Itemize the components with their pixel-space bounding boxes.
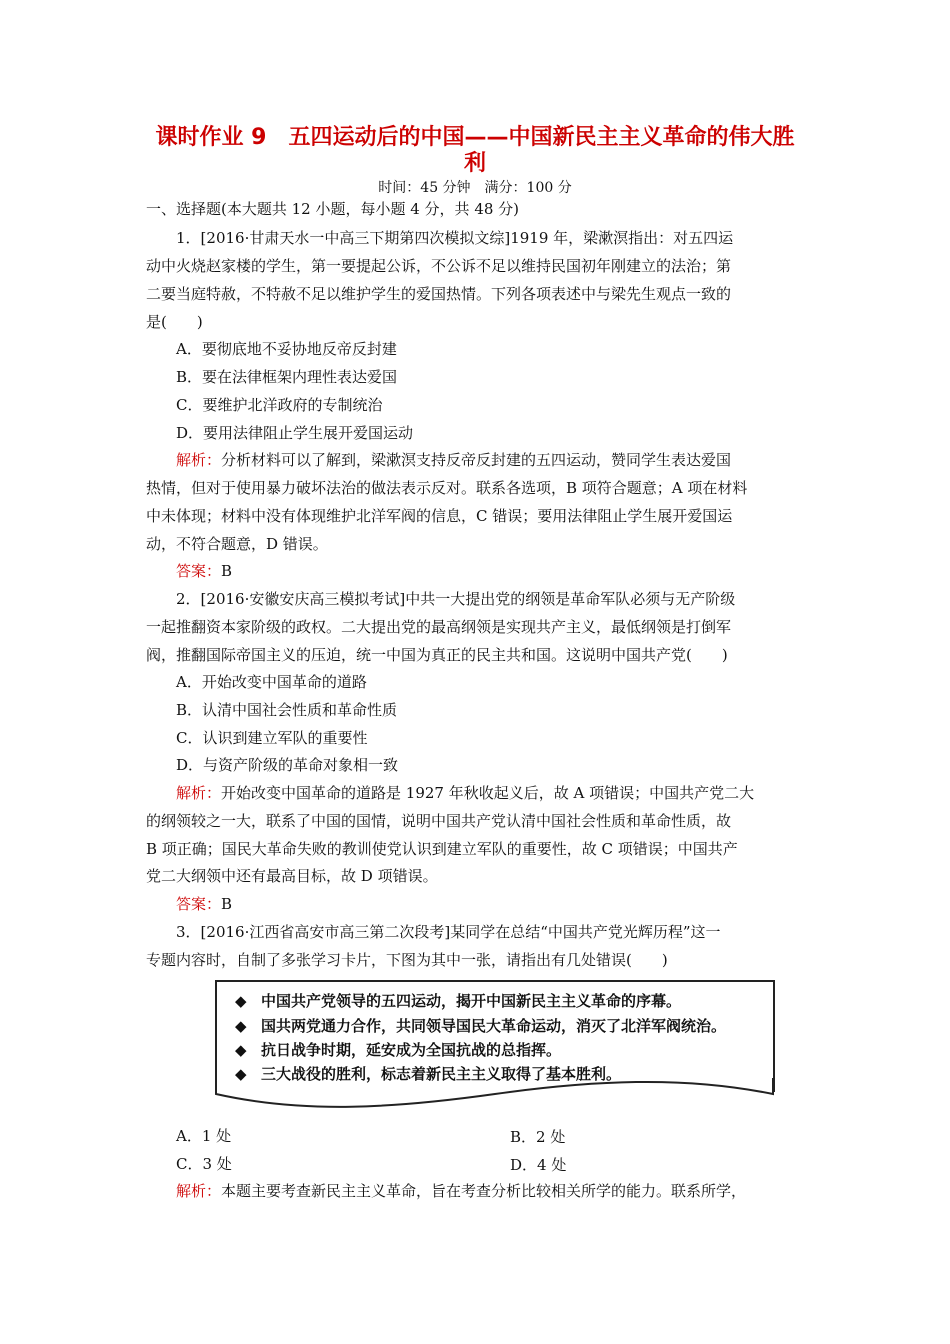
analysis-label: 解析： xyxy=(176,451,222,469)
bullet-icon: ◆ xyxy=(235,1017,247,1035)
q1-line-3: 二要当庭特赦，不特赦不足以维护学生的爱国热情。下列各项表述中与梁先生观点一致的 xyxy=(146,285,732,303)
q1-option-c: C．要维护北洋政府的专制统治 xyxy=(176,396,383,414)
q2-option-b: B．认清中国社会性质和革命性质 xyxy=(176,701,398,719)
card-item-2 xyxy=(235,1015,726,1036)
q3-option-a: A．1 处 xyxy=(176,1127,232,1145)
q3-line-2: 专题内容时，自制了多张学习卡片，下图为其中一张，请指出有几处错误( ) xyxy=(146,951,668,969)
bullet-icon: ◆ xyxy=(235,992,247,1010)
q1-analysis-line-4: 动，不符合题意，D 错误。 xyxy=(146,535,328,553)
card-item-3 xyxy=(235,1039,561,1060)
q2-line-3: 阀，推翻国际帝国主义的压迫，统一中国为真正的民主共和国。这说明中国共产党( ) xyxy=(146,646,728,664)
q1-line-1: 1．[2016·甘肃天水一中高三下期第四次模拟文综]1919 年，梁漱溟指出：对五四运 xyxy=(176,229,734,247)
answer-value: B xyxy=(221,562,233,580)
q1-analysis-line-3: 中未体现；材料中没有体现维护北洋军阀的信息，C 错误；要用法律阻止学生展开爱国运 xyxy=(146,507,733,525)
analysis-text: 本题主要考查新民主主义革命，旨在考查分析比较相关所学的能力。联系所学， xyxy=(221,1182,747,1200)
card-item-text: 抗日战争时期，延安成为全国抗战的总指挥。 xyxy=(261,1041,562,1059)
card-wavy-edge xyxy=(215,1078,775,1112)
time-score-info: 时间：45 分钟 满分：100 分 xyxy=(378,180,572,196)
q2-option-a: A．开始改变中国革命的道路 xyxy=(176,673,367,691)
q2-option-c: C．认识到建立军队的重要性 xyxy=(176,729,368,747)
answer-value: B xyxy=(221,895,233,913)
page-title-cont: 利 xyxy=(463,151,486,176)
q1-analysis-line-2: 热情，但对于使用暴力破坏法治的做法表示反对。联系各选项，B 项符合题意；A 项在材料 xyxy=(146,479,748,497)
q3-analysis-line-1 xyxy=(176,1181,746,1201)
card-item-text: 三大战役的胜利，标志着新民主主义取得了基本胜利。 xyxy=(261,1065,622,1083)
section-heading: 一、选择题(本大题共 12 小题，每小题 4 分，共 48 分) xyxy=(146,200,520,218)
q2-option-d: D．与资产阶级的革命对象相一致 xyxy=(176,756,399,774)
q3-option-b: B．2 处 xyxy=(510,1128,566,1146)
q2-analysis-line-3: B 项正确；国民大革命失败的教训使党认识到建立军队的重要性，故 C 项错误；中国共产 xyxy=(146,840,738,858)
study-card xyxy=(215,980,775,1092)
q2-analysis-line-2: 的纲领较之一大，联系了中国的国情，说明中国共产党认清中国社会性质和革命性质，故 xyxy=(146,812,732,830)
q1-line-2: 动中火烧赵家楼的学生，第一要提起公诉，不公诉不足以维持民国初年刚建立的法治；第 xyxy=(146,257,732,275)
answer-label: 答案： xyxy=(176,895,222,913)
page-title: 课时作业 9 五四运动后的中国——中国新民主主义革命的伟大胜 xyxy=(155,125,795,150)
analysis-text: 开始改变中国革命的道路是 1927 年秋收起义后，故 A 项错误；中国共产党二大 xyxy=(221,784,755,802)
analysis-label: 解析： xyxy=(176,1182,222,1200)
q2-line-1: 2．[2016·安徽安庆高三模拟考试]中共一大提出党的纲领是革命军队必须与无产阶级 xyxy=(176,590,736,608)
q1-answer xyxy=(176,561,232,581)
card-item-text: 中国共产党领导的五四运动，揭开中国新民主主义革命的序幕。 xyxy=(261,992,682,1010)
q2-analysis-line-4: 党二大纲领中还有最高目标，故 D 项错误。 xyxy=(146,867,438,885)
q1-line-4: 是( ) xyxy=(146,313,203,331)
q2-answer xyxy=(176,894,232,914)
q1-option-a: A．要彻底地不妥协地反帝反封建 xyxy=(176,340,397,358)
bullet-icon: ◆ xyxy=(235,1041,247,1059)
q1-option-d: D．要用法律阻止学生展开爱国运动 xyxy=(176,424,414,442)
bullet-icon: ◆ xyxy=(235,1065,247,1083)
analysis-label: 解析： xyxy=(176,784,222,802)
q3-option-d: D．4 处 xyxy=(510,1156,567,1174)
q2-line-2: 一起推翻资本家阶级的政权。二大提出党的最高纲领是实现共产主义，最低纲领是打倒军 xyxy=(146,618,732,636)
answer-label: 答案： xyxy=(176,562,222,580)
q3-line-1: 3．[2016·江西省高安市高三第二次段考]某同学在总结“中国共产党光辉历程”这一 xyxy=(176,923,721,941)
q2-analysis-line-1 xyxy=(176,783,754,803)
card-item-1 xyxy=(235,990,681,1011)
q3-option-c: C．3 处 xyxy=(176,1155,232,1173)
q1-option-b: B．要在法律框架内理性表达爱国 xyxy=(176,368,398,386)
q1-analysis-line-1 xyxy=(176,450,731,470)
analysis-text: 分析材料可以了解到，梁漱溟支持反帝反封建的五四运动，赞同学生表达爱国 xyxy=(221,451,732,469)
card-item-text: 国共两党通力合作，共同领导国民大革命运动，消灭了北洋军阀统治。 xyxy=(261,1017,727,1035)
